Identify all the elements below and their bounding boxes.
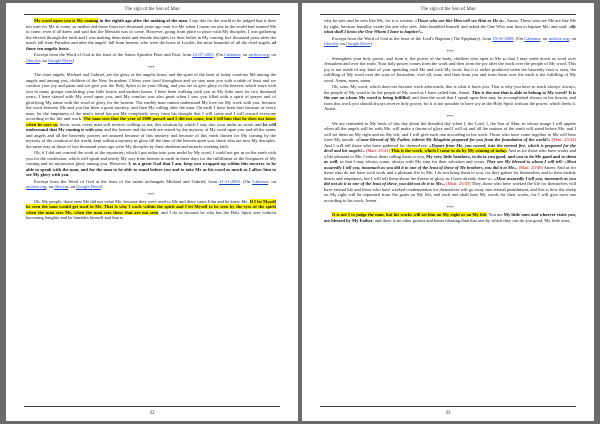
footer-rule [320, 406, 576, 407]
text: ; on [337, 41, 346, 46]
source-citation [324, 36, 576, 47]
text: ; on [46, 184, 55, 189]
scripture-reference: (Matt: 25/34) [550, 137, 576, 142]
archive-link[interactable]: archive.org [26, 184, 47, 189]
bold-text: This is the one that is able to belong to My word? It is the one on whom My word is being fulfilled [324, 89, 576, 100]
text: , and there is no other greater and better blessing than that one by which they can do you good, My little ones, [372, 217, 571, 223]
text: ; on [268, 52, 276, 57]
text: ; on [540, 35, 549, 41]
text: ; on [240, 52, 249, 57]
text: , and I do so because he who has the Holy Spirit sees without becoming haughty and he humbles himself and that is [26, 209, 276, 220]
text: . (On [239, 178, 253, 184]
archive-link[interactable]: archive.org [548, 35, 569, 41]
calameo-link[interactable]: Calameo [524, 35, 541, 41]
paragraph [26, 199, 276, 221]
page-header: The sign of the Son of Man [420, 7, 476, 12]
footer-rule [24, 406, 280, 407]
text: Excerpt from the Word of God at the feast of the saints archangels Michael and Gabriel, from [34, 178, 220, 184]
scripture-reference: (Matt: 25/41) [364, 148, 390, 153]
text: ) [72, 57, 75, 63]
date-link[interactable]: 12-07-2003 [192, 52, 214, 57]
text: Oh, sons, My word, which does not become work afterwards, this is what it hurts you. That is why you have to teach always, always, the people of My word to be the people of My word as I have called him. Amen. [324, 84, 576, 95]
calameo-link[interactable]: Calameo [252, 178, 269, 184]
paragraph [324, 18, 576, 35]
section-separator: *** [446, 205, 454, 210]
document-spread [6, 3, 594, 421]
bold-italic-text: «Those who are like Him will see Him as He is» [414, 18, 505, 23]
text: ) [370, 41, 373, 46]
section-separator: *** [147, 191, 155, 197]
bold-text: he will understand that My coming is with you [26, 121, 276, 132]
paragraph [324, 121, 576, 204]
bold-italic-text: «Come blessed of My Father, inherit My Kingdom prepared for you from the foundation of the world!» [355, 137, 551, 142]
page-body [324, 18, 576, 405]
bold-italic-text: «Depart from Me, you cursed, into the eternal fire, which is prepared for the devil and his angels!» [324, 142, 576, 153]
page-body [26, 18, 276, 405]
bold-text: of those ten angelic hosts. [26, 40, 276, 51]
section-separator: *** [446, 113, 454, 119]
text: ; on [39, 57, 48, 63]
calameo-link[interactable]: Calameo [224, 52, 241, 57]
left-page [6, 3, 298, 421]
filesfm-link[interactable]: files.fm [54, 184, 69, 189]
text: ; on [268, 178, 276, 184]
scripture-reference: (Matt: 25/40) [517, 164, 543, 170]
text: And as for those who have works and a life pleasant to Me, I exhort them calling them to you, [324, 148, 576, 159]
source-citation [26, 52, 276, 63]
text: . Amen. Those who see Me are like Me by sight, because humility exalts the one who sees. John humbled himself and asked the One Who sent him to baptize Me, and said: [324, 18, 576, 29]
bold-italic-text: They are My blessed to whom I will tell: «Most assuredly I tell you, inasmuch as you did it to one of the least of these of My brothers, you did it to Me». [324, 159, 576, 170]
paragraph [26, 72, 276, 149]
bold-text: I, as a great God that I am, keep you wrapped up within this mystery to be able to speak with the man, and for the man to be able to stand before you and to take Me as his word as much as I allow him to see My glory with you. [26, 161, 276, 177]
text: We are reminded in My book of this day about the dreadful day when I, the Lord, I, the Son of Man, in whose image I will appear when all the angels will be with Me, will make a throne of glory and I will sit and all the nations of the earth will stand before Me, and I will set them on My right and on My left, and I will give each one according to his work. Those who have come together to Me will hear from My mouth: [324, 120, 576, 142]
text: , and the heaven and the earth are seized by the mystery of My word upon you and all the saints and angels and all the heavenly powers are amazed because of this mystery and because of this earth chosen for My coming by the mystery of the creation of the world, kept within a mystery in glory till the time of the heaven upon you, those who are now My disciples, the same way as those of two thousand years ago were My disciples by their obedient and miracle working faith. [26, 127, 276, 149]
highlighted-text: The man sees that the year of 2000 passed and I did not come, but I tell him that he does not know when he says so. [26, 116, 276, 127]
text: why he sees and he sees like Me, for it is written: [324, 18, 415, 23]
paragraph: Strengthen your holy power, and from it, the power of the body, children who open to Me so that I may settle down as word over Jerusalem and over the earth. Your holy power comes from the work and then from the joy after the work over the people of My word. This joy is not made of any kind of your spending with Me and with My word, but it is rather produced when the heavenly fruit is seen, the fulfilling of My word over the sons of Jerusalem, over all, sons, and then from you and from them over the earth is the fulfilling of My word. Amen, amen, amen. [324, 55, 576, 83]
google-drive-link[interactable]: Google Drive [345, 41, 371, 46]
text: Amen. And as for those who do not have such work and a pleasant life to Me, I do not bring them to you, for they gather for themselves and to their earthly hearts and emptiness, but I will tell them about the throne of glory as I have already done so: [324, 164, 576, 181]
text: Oh, My people, those near Me did not value Me, because they were used to Me and there came John and he knew Me. [34, 198, 250, 204]
page-number: 33 [445, 411, 451, 416]
page-header: The sign of the Son of Man [124, 7, 180, 12]
bold-italic-text: «Most assuredly I tell you, inasmuch as you did not do it to one of the least of these, you did not do it to Me». [324, 175, 576, 186]
text: I say this for the world to be judged that it does not wait for Me to come, as neither did those from two thousand years ago wait for Me when I came; no one in the world had wanted Me to come, even if all knew and said that the Messiah was to come. However, going from place to place with My disciples, I was gathering the elected through the faith and I was making them male and female disciples for their belief in My coming five thousand years after the man's fall from Paradise and after the angels' fall from heaven, who were the hosts of Lucifer, the most beautiful of all the chief angels, [26, 18, 276, 45]
highlighted-text: If I let Myself be seen the man would get used to Me. That is why I work within the spirit and I let Myself to be seen by the eyes of the spirit [26, 198, 276, 209]
bold-text: My little ones and whoever visits you, are blessed by My Father [324, 212, 576, 223]
text: And I will tell those who have gathered for themselves: [324, 142, 430, 148]
text: ; on [568, 35, 576, 41]
text: . (On [213, 52, 225, 57]
text: Soon, soon, every man will receive, willing or not, this wisdom by which I stay into your midst as word, and [58, 121, 264, 127]
text: They, those who have worked the life for themselves will have eternal life and those who have worked condemnation for themselves will go away into eternal punishment, and this is how the sheep on My right will be separated from the goats on My left, and each one shall hear My words for their works, for I will give each one according to his work. Amen. [324, 181, 576, 203]
filesfm-link[interactable]: files.fm [26, 57, 40, 63]
section-separator: *** [147, 65, 155, 70]
google-drive-link[interactable]: Google Drive [76, 184, 101, 189]
text: The chief angels, Michael and Gabriel, are the glory of the angelic hosts, and the spirit of the feast of today comforts Me among the angels and among you, children of the New Jerusalem. I bless your food throughout and we stay near you with a table of feast and we comfort your joy and pains and we give you the Holy Spirit to be your filling, and you are to give glory to the heaven, which stays with you in many groups comforting your little hearts and earthen hearts. I have been walking with you as My little ones for two thousand years, I have stayed with My word upon you, and My comfort was also great when I saw you filled with a spirit of prayer and of glorifying My name with the word of glory for the heaven. The earthly man cannot understand My love for My work with you, because the word between Me and you has been a great mystery, and then My calling after the man. On earth I have been hurt because of every man, for the emptiness of the man's mind has put Me completely away from his thought that I will come and I will reward everyone according to his life and work. [26, 72, 276, 121]
header-rule [320, 14, 576, 15]
date-link[interactable]: 21-11-2003 [219, 178, 240, 184]
google-drive-link[interactable]: Google Drive [47, 57, 73, 63]
source-citation [26, 179, 276, 190]
right-page [302, 3, 594, 421]
text: You are [487, 212, 504, 217]
text: . (On [513, 35, 525, 41]
bold-text: My very little brothers, to do to you good, and you to do Me good and to them as well [324, 153, 576, 164]
section-separator: *** [446, 48, 454, 54]
text: , and then the word that I speak upon him may be accomplished always in his bosom, and from this work you should always receive holy power, for it is not possible to have joy in the Holy Spirit without the power, which feeds it. Amen. [324, 95, 576, 111]
highlighted-text: when the man sees Me, when the man sees those that are not seen [26, 209, 159, 215]
text: ) [100, 184, 103, 189]
date-link[interactable]: 19-01-2008 [492, 35, 514, 41]
text: Oh, if I did not conceal the work of the mysteries, which I put today into your midst by My word, I could not get in on the earth with you for the confession, which will speak and testify My way from heaven to earth in these days for the fulfillment of the Scriptures of My coming and its mysterious glory among you. However, [26, 150, 276, 166]
highlighted-text: It is not I to judge the man, but his works will set him on My right or on My left. [332, 212, 488, 217]
bold-italic-text: «By what shall I know the One Whom I have to baptize?». [324, 23, 576, 34]
highlighted-text: This is the work, which I come to do by My coming of today. [391, 148, 508, 153]
text: ; on [68, 184, 77, 189]
page-number: 32 [149, 411, 155, 416]
paragraph [26, 150, 276, 178]
text: Excerpt from the Word of God at the feast of the Saints Apostles Peter and Paul, from [34, 52, 193, 57]
paragraph [324, 212, 576, 223]
filesfm-link[interactable]: files.fm [324, 41, 338, 46]
scripture-reference: (Matt: 25/45) [445, 181, 471, 186]
archive-link[interactable]: archive.org [248, 52, 269, 57]
header-rule [24, 14, 280, 15]
text: Excerpt from the Word of God at the feast of the Lord's Baptism (The Epiphany), from [332, 35, 493, 41]
text: , so that I may always come, always with My ease for their salvation and yours. [337, 159, 487, 164]
paragraph [324, 84, 576, 112]
paragraph [26, 18, 276, 51]
highlighted-text: My word upon you is My coming [34, 18, 99, 23]
bold-text: in the eighth age after the making of the man. [98, 18, 189, 23]
